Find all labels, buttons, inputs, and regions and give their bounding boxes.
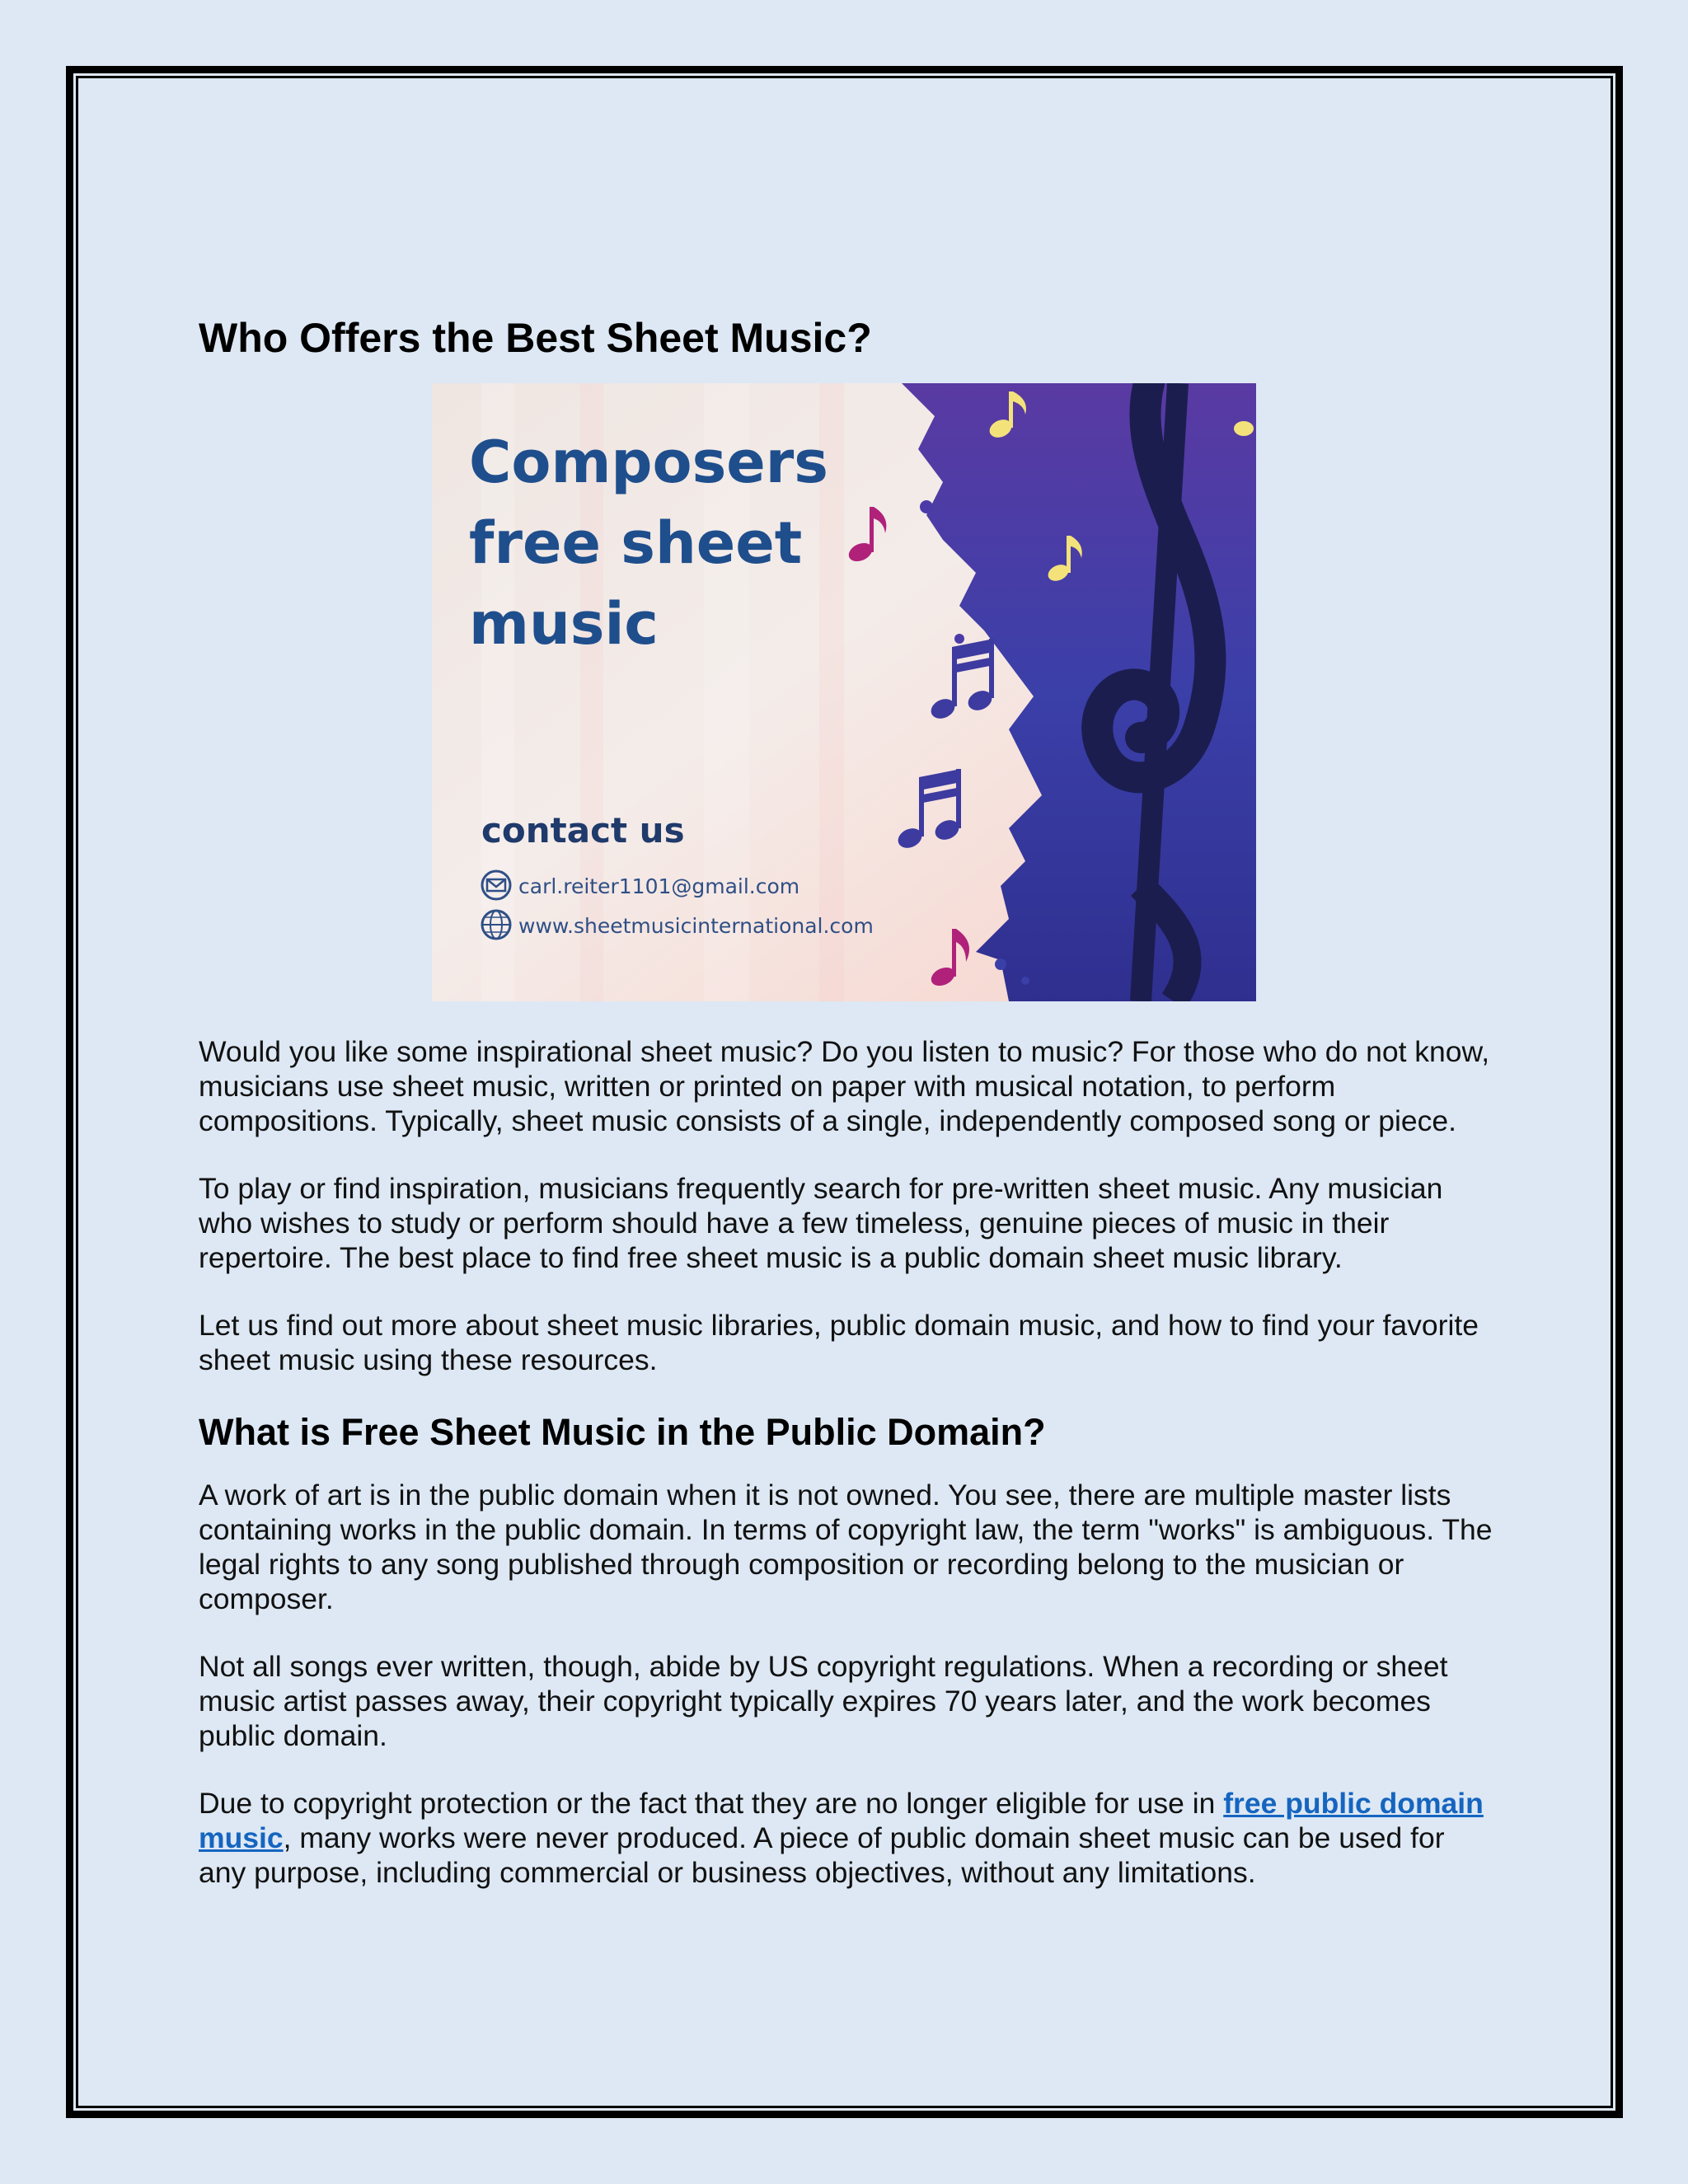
paragraph-public-domain-3	[199, 1786, 1493, 1890]
document-content	[199, 313, 1493, 1923]
page-title: Who Offers the Best Sheet Music?	[199, 315, 872, 361]
banner-image	[432, 383, 1256, 1001]
paragraph-public-domain-2: Not all songs ever written, though, abide by US copyright regulations. When a recording or sheet music artist passes away, their copyright typically expires 70 years later, and the work becomes public domain.	[199, 1650, 1448, 1752]
banner-headline-line2: free sheet	[469, 509, 803, 577]
banner-website: www.sheetmusicinternational.com	[518, 914, 874, 938]
banner-contact-title: contact us	[481, 810, 685, 851]
paragraph-text-after-link: , many works were never produced. A piece of public domain sheet music can be used for any purpose, including commercial or business objectives, without any limitations.	[199, 1821, 1445, 1889]
section-heading: What is Free Sheet Music in the Public Domain?	[199, 1411, 1046, 1453]
banner-graphic	[432, 383, 1256, 1001]
paragraph-intro-2: To play or find inspiration, musicians frequently search for pre-written sheet music. Any musician who wishes to study or perform should have a few timeless, genuine pieces of music in their repertoire. The best place to find free sheet music is a public domain sheet music library.	[199, 1172, 1443, 1274]
free-public-domain-music-link[interactable]: free public domain music	[199, 1787, 1484, 1854]
banner-headline-line3: music	[469, 590, 659, 658]
public-domain-section	[199, 1478, 1493, 1890]
paragraph-public-domain-1: A work of art is in the public domain when it is not owned. You see, there are multiple master lists containing works in the public domain. In terms of copyright law, the term "works" is ambiguous. The legal rights to any song published through composition or recording belong to the musician or composer.	[199, 1479, 1493, 1615]
intro-section	[199, 1034, 1493, 1377]
banner-email: carl.reiter1101@gmail.com	[518, 874, 800, 898]
banner-headline-line1: Composers	[469, 429, 828, 496]
note-yellow-right-icon	[1234, 421, 1254, 436]
paragraph-intro-3: Let us find out more about sheet music libraries, public domain music, and how to find your favorite sheet music using these resources.	[199, 1309, 1479, 1376]
paragraph-intro-1: Would you like some inspirational sheet music? Do you listen to music? For those who do not know, musicians use sheet music, written or printed on paper with musical notation, to perform compositions. Typically, sheet music consists of a single, independently composed song or piece.	[199, 1035, 1490, 1137]
paragraph-text-before-link: Due to copyright protection or the fact that they are no longer eligible for use in	[199, 1787, 1224, 1820]
